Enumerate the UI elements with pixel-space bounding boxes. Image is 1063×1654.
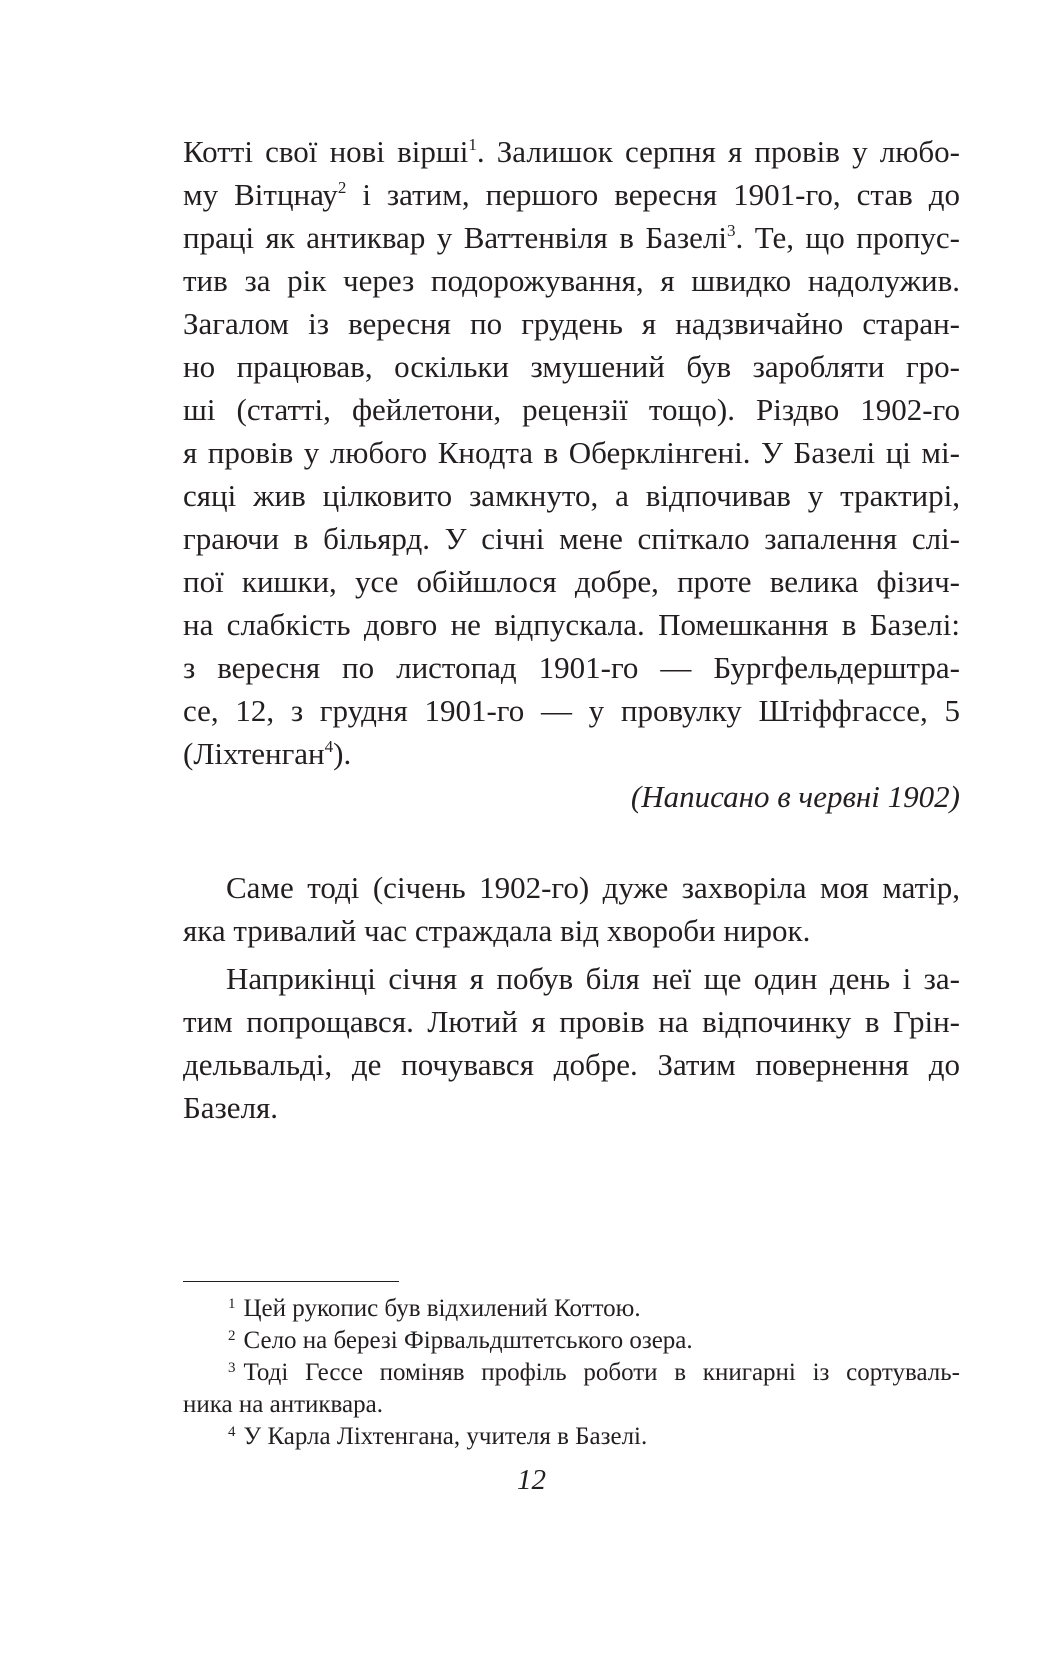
continuation-line-4: тим попрощався. Лютий я провів на відпочинку в Грін-: [183, 1004, 960, 1039]
body-line-9: сяці жив цілковито замкнуто, а відпочивав у трактирі,: [183, 478, 960, 513]
continuation-line-3: Наприкінці січня я побув біля неї ще один день і за-: [226, 961, 960, 996]
footnote-divider: [183, 1281, 399, 1282]
footnote-ref-4: 4: [324, 737, 334, 757]
footnote-1: [228, 1293, 960, 1325]
continuation-line-2: яка тривалий час страждала від хвороби нирок.: [183, 913, 811, 948]
continuation-line-5: дельвальді, де почувався добре. Затим повернення до: [183, 1047, 960, 1082]
body-line-10: граючи в більярд. У січні мене спіткало запалення слі-: [183, 521, 960, 556]
footnote-text: У Карла Ліхтенгана, учителя в Базелі.: [243, 1423, 648, 1450]
continuation-line-1: Саме тоді (січень 1902-го) дуже захворіла моя матір,: [226, 870, 960, 905]
footnote-4: [228, 1421, 960, 1453]
page-number: 12: [517, 1464, 546, 1496]
body-line-8: я провів у любого Кнодта в Оберклінгені. У Базелі ці мі-: [183, 435, 960, 470]
body-line-13: з вересня по листопад 1901-го — Бургфельдерштра-: [183, 650, 960, 685]
footnote-text: Село на березі Фірвальдштетського озера.: [243, 1327, 693, 1354]
footnote-ref-2: 2: [337, 178, 347, 198]
footnote-3: [228, 1357, 960, 1389]
footnote-text: Цей рукопис був відхилений Коттою.: [243, 1295, 641, 1322]
footnote-number: 2: [228, 1327, 236, 1344]
footnote-2: [228, 1325, 960, 1357]
footnote-number: 3: [228, 1359, 236, 1376]
body-line-7: ші (статті, фейлетони, рецензії тощо). Різдво 1902-го: [183, 392, 960, 427]
footnote-ref-3: 3: [726, 221, 736, 241]
footnote-number: 4: [228, 1423, 236, 1440]
written-date-note: (Написано в червні 1902): [630, 779, 960, 814]
body-line-6: но працював, оскільки змушений був заробляти гро-: [183, 349, 960, 384]
body-line-15: (Ліхтенган$^4$).: [183, 736, 352, 771]
body-line-4: тив за рік через подорожування, я швидко надолужив.: [183, 263, 960, 298]
footnote-number: 1: [228, 1295, 236, 1312]
body-line-11: пої кишки, усе обійшлося добре, проте велика фізич-: [183, 564, 960, 599]
body-line-12: на слабкість довго не відпускала. Помешкання в Базелі:: [183, 607, 960, 642]
footnote-3-continuation: ника на антиквара.: [183, 1391, 383, 1418]
body-line-3: праці як антиквар у Ваттенвіля в Базелі$^3$. Те, що пропус-: [183, 220, 960, 255]
footnote-ref-1: 1: [468, 135, 477, 155]
body-line-5: Загалом із вересня по грудень я надзвичайно старан-: [183, 306, 960, 341]
body-line-1: Котті свої нові вірші$^1$. Залишок серпня я провів у любо-: [183, 134, 960, 169]
footnote-text: Тоді Гессе поміняв профіль роботи в книгарні із сортуваль-: [243, 1359, 960, 1386]
body-line-2: му Вітцнау$^2$ і затим, першого вересня 1901-го, став до: [183, 177, 960, 212]
body-line-14: се, 12, з грудня 1901-го — у провулку Штіффгассе, 5: [183, 693, 960, 728]
continuation-line-6: Базеля.: [183, 1090, 279, 1125]
